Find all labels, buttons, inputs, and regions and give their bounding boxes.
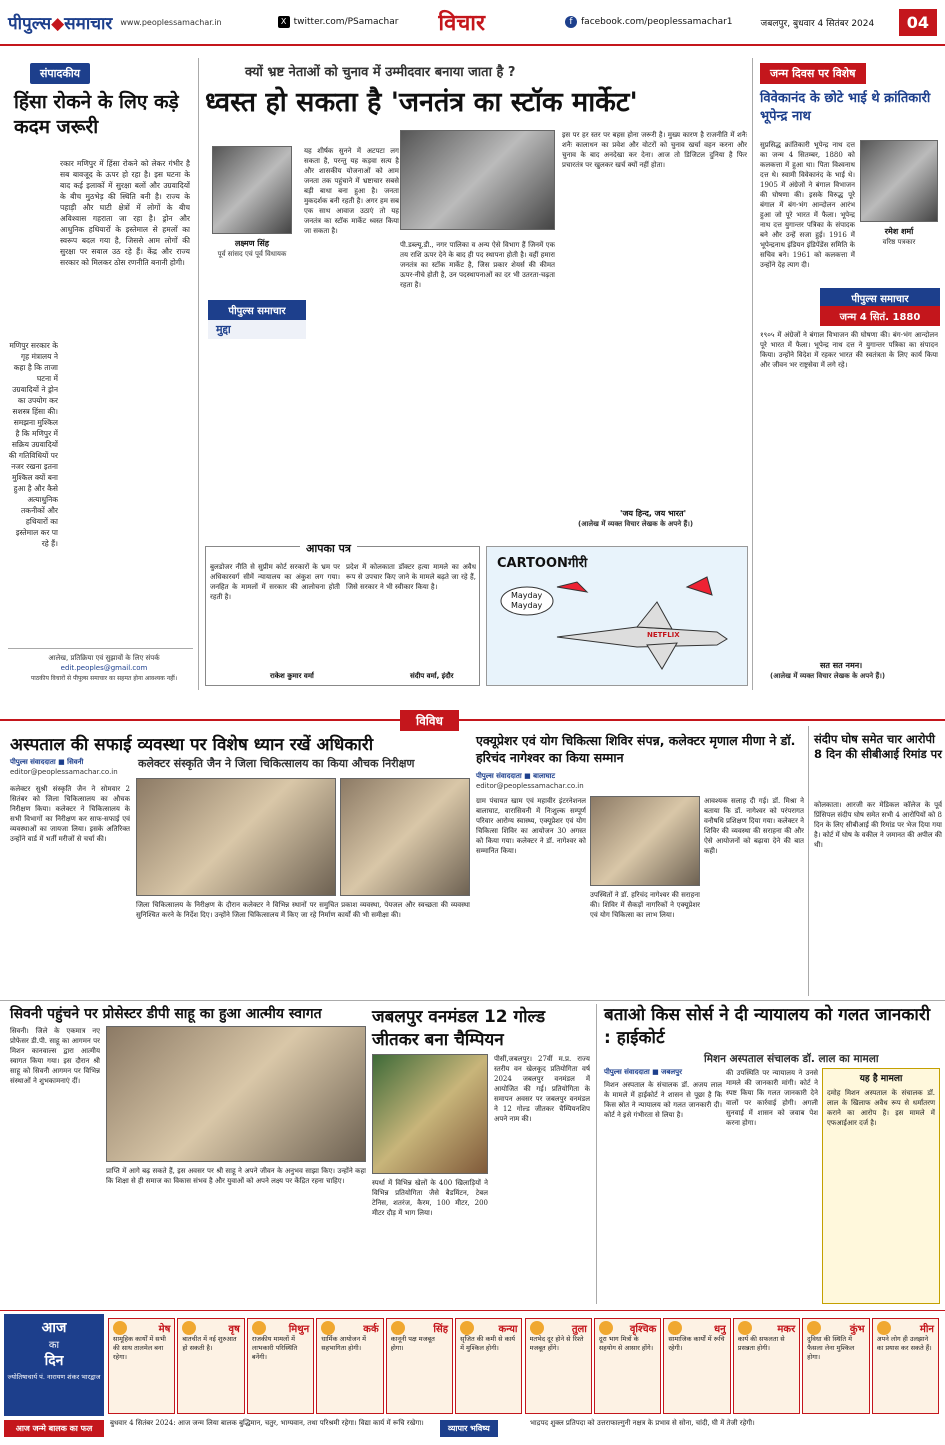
horoscope-sign-card (177, 1318, 244, 1414)
twitter-link[interactable] (278, 16, 399, 28)
market-note: भाद्रपद शुक्ल प्रतिपदा को उत्तराफाल्गुनी नक्षत्र के प्रभाव से सोना, चांदी, घी में तेजी रहेगी। (530, 1419, 755, 1427)
story1-byline: पीपुल्स संवाददाता ■ सिवनी (10, 758, 84, 766)
birthday-date: जन्म 4 सितं. 1880 (820, 306, 940, 326)
horoscope-sign-text: बातचीत में नई शुरुआत हो सकती है। (182, 1335, 237, 1352)
zodiac-icon (599, 1321, 613, 1335)
horoscope-sign-name: मिथुन (288, 1324, 310, 1335)
horoscope-title-c: दिन (44, 1353, 64, 1369)
facebook-icon: f (565, 16, 577, 28)
horoscope-sign-name: मकर (777, 1324, 796, 1335)
author-name: लक्ष्मण सिंह (234, 239, 270, 248)
zodiac-icon (391, 1321, 405, 1335)
story4-body: सिवनी। जिले के एकमात्र नए प्रोफेसर डी.पी. साहू का आगमन पर मिशन कानवाल्स द्वारा आत्मीय स्वागत किया गया। इस दौरान श्री साहू को सिवनी आगमन पर विभिन्न संस्थाओं ने शुभकामनाएं दीं। (10, 1027, 100, 1085)
horoscope-sign-card (455, 1318, 522, 1414)
story5-photo (372, 1054, 488, 1174)
birthday-closing: सत सत नमन। (820, 661, 863, 670)
cartoon-balloon-b: Mayday (511, 601, 543, 610)
horoscope-sign-name: मीन (919, 1324, 934, 1335)
x-icon: X (278, 16, 290, 28)
birthday-title: विवेकानंद के छोटे भाई थे क्रांतिकारी भूपेन्द्र नाथ (760, 91, 931, 124)
zodiac-icon (182, 1321, 196, 1335)
lead-note: (आलेख में व्यक्त विचार लेखक के अपने हैं।) (578, 520, 694, 528)
story1-body-cont: जिला चिकित्सालय के निरीक्षण के दौरान कलेक्टर ने विभिन्न स्थानों पर समुचित प्रकाश व्यवस्था, पेयजल और स्वच्छता की व्यवस्था सुनिश्चित करने के निर्देश दिए। उन्होंने जिला चिकित्सालय में किए जा रहे निर्माण कार्यों की भी समीक्षा की। (136, 901, 470, 919)
zodiac-icon (807, 1321, 821, 1335)
dateline: जबलपुर, बुधवार 4 सितंबर 2024 (760, 18, 875, 29)
story5-body: पीसीं,जबलपुर। 27वीं म.प्र. राज्य स्तरीय वन खेलकूद प्रतियोगिता वर्ष 2024 जबलपुर वनमंडल में आयोजित की गई। प्रतियोगिता के समापन अवसर पर जबलपुर वनमंडल ने 12 गोल्ड जीतकर चैम्पियनशिप अपने नाम की। (494, 1055, 590, 1123)
horoscope-sign-text: दूरा भाग मित्रों के सहयोग से आसार होंगे। (598, 1335, 654, 1352)
lead-illustration (400, 130, 555, 230)
editorial-footer-a: आलेख, प्रतिक्रिया एवं सुझावों के लिए संपर्क (48, 654, 160, 662)
horoscope-today-note: बुधवार 4 सितंबर 2024: आज जन्म लिया बालक बुद्धिमान, चतुर, भाग्यवान, तथा परिश्रमी रहेगा। विद्या कार्य में रूचि रखेगा। (110, 1419, 424, 1427)
story1-photo-2 (340, 778, 470, 896)
brand-logo: पीपुल्स◆समाचार (8, 13, 113, 34)
letters-col-2: प्रदेश में कोलकाता डॉक्टर हत्या मामले का अवैध रूप से उपचार किए जाने के मामले बढ़ते जा रहे हैं, जिसे सरकार ने भी स्वीकार किया है। (346, 563, 476, 591)
birthday-author-name: रमेश शर्मा (884, 227, 914, 236)
horoscope-sign-name: कर्क (363, 1324, 379, 1335)
zodiac-icon (530, 1321, 544, 1335)
story6-box-body: दमोह मिशन अस्पताल के संचालक डॉ. लाल के खिलाफ अवैध रूप से धर्मांतरण कराने का आरोप है। इस मामले में एफआईआर दर्ज है। (827, 1089, 935, 1127)
horoscope-sign-card (594, 1318, 661, 1414)
story3-title: संदीप घोष समेत चार आरोपी 8 दिन की सीबीआई रिमांड पर (814, 732, 942, 761)
letters-sign-2: संदीप वर्मा, इंदौर (410, 672, 454, 680)
facebook-handle: facebook.com/peoplessamachar1 (581, 17, 733, 27)
editorial-disclaimer: पाठकीय विचारों से पीपुल्स समाचार का सहमत होना आवश्यक नहीं। (30, 675, 178, 682)
zodiac-icon (877, 1321, 891, 1335)
story2-body: ग्राम पंचायत खाम एवं महावीर इंटरनेशनल बालाघाट, वारासिवनी में निःशुल्क सम्पूर्ण परिवार आरोग्य स्वास्थ्य, एक्यूप्रेशर एवं योग चिकित्सा शिविर का आयोजन 30 अगस्त को किया गया। कलेक्टर ने डॉ. नागेश्वर को सम्मानित किया। (476, 797, 586, 855)
horoscope-sign-name: वृष (228, 1324, 240, 1335)
editorial-email[interactable]: edit.peoples@gmail.com (60, 664, 148, 672)
story1-photo (136, 778, 336, 896)
zodiac-icon (321, 1321, 335, 1335)
editorial-tag: संपादकीय (30, 63, 90, 84)
cartoon-balloon-a: Mayday (511, 591, 543, 600)
site-link[interactable]: www.peoplessamachar.in (120, 17, 222, 27)
birthday-tag-wrap (760, 62, 866, 84)
cartoon-plane-label: NETFLIX (647, 631, 680, 639)
horoscope-sign-card (872, 1318, 939, 1414)
story2-title: एक्यूप्रेशर एवं योग चिकित्सा शिविर संपन्न, कलेक्टर मृणाल मीणा ने डॉ. हरिचंद नागेश्वर का किया सम्मान (476, 733, 796, 765)
story5-title: जबलपुर वनमंडल 12 गोल्ड जीतकर बना चैम्पियन (372, 1007, 546, 1050)
horoscope-sign-card (802, 1318, 869, 1414)
editorial-tag-wrap (30, 62, 90, 84)
story1-body: कलेक्टर सुश्री संस्कृति जैन ने सोमवार 2 सितंबर को जिला चिकित्सालय का औचक निरीक्षण किया। कलेक्टर ने चिकित्सालय के सभी विभागों का निरीक्षण कर साफ-सफाई एवं व्यवस्थाओं का जायजा लिया। इसके अतिरिक्त उन्होंने वार्ड में भर्ती मरीजों से चर्चा की। (10, 785, 130, 843)
horoscope-sign-name: वृश्चिक (629, 1324, 657, 1335)
lead-col-3: इस पर हर स्तर पर बहस होना जरूरी है। मुख्य कारण है राजनीति में शनैः शनैः कालाधन का प्रवेश और वोटरों को चुनाव खर्चा वहन करना और चुनाव के बाद अनदेखा कर देना। आज तो डिजिटल दुनिया है फिर प्रचारतंत्र पर खुलकर खर्च क्यों नहीं होता। (562, 131, 747, 169)
story1-title: अस्पताल की सफाई व्यवस्था पर विशेष ध्यान रखें अधिकारी (10, 735, 374, 755)
twitter-handle: twitter.com/PSamachar (293, 17, 399, 27)
cartoon-panel (486, 546, 748, 686)
story6-body-cont: की उपस्थिति पर न्यायालय ने उनसे मामले की जानकारी मांगी। कोर्ट ने स्पष्ट किया कि गलत जानकारी देने वालों पर कार्रवाई होगी। अगली सुनवाई में शासन को जवाब पेश करना होगा। (726, 1069, 818, 1127)
horoscope-sign-text: सृजित की कमी से कार्य में मुश्किल होगी। (460, 1335, 516, 1352)
horoscope-sign-card (247, 1318, 314, 1414)
author-role: पूर्व सांसद एवं पूर्व विधायक (217, 250, 287, 258)
story5-body-cont: स्पर्धा में विभिन्न खेलों के 400 खिलाड़ियों ने विभिन्न प्रतियोगिता जैसे बैडमिंटन, टेबल टेनिस, शतरंज, कैरम, 100 मीटर, 200 मीटर दौड़ में भाग लिया। (372, 1179, 488, 1217)
horoscope-sign-text: सामाजिक कार्यों में रूचि रहेगी। (668, 1335, 725, 1352)
story4-photo (106, 1026, 366, 1162)
horoscope-sign-text: सामूहिक कार्यों में सभी की साथ तालमेल बना रहेगा। (113, 1335, 166, 1361)
zodiac-icon (738, 1321, 752, 1335)
letters-col-1: बुलडोजर नीति से सुप्रीम कोर्ट सरकारों के भ्रम पर अधिकारवर्ग सीमें न्यायालय का अंकुश लग गया। जनहित के मामलों में सरकार की आलोचना होती रहती है। (210, 563, 340, 601)
zodiac-icon (460, 1321, 474, 1335)
story6-box (822, 1068, 940, 1304)
horoscope-footer: आज जन्मे बालक का फल (4, 1420, 104, 1437)
horoscope-sign-card (386, 1318, 453, 1414)
mudda-brand: पीपुल्स समाचार (208, 300, 306, 320)
story2-body-cont: उपस्थितों ने डॉ. हरिचंद नागेश्वर की सराहना की। शिविर में सैकड़ों नागरिकों ने एक्यूप्रेशर एवं योग चिकित्सा का लाभ लिया। (590, 891, 700, 919)
horoscope-sign-name: तुला (571, 1324, 587, 1335)
zodiac-icon (668, 1321, 682, 1335)
page-number: 04 (899, 9, 937, 36)
horoscope-sign-name: कुंभ (849, 1324, 865, 1335)
story2-byline: पीपुल्स संवाददाता ■ बालाघाट (476, 772, 555, 780)
author-photo (212, 146, 292, 234)
birthday-author-role: वरिष्ठ पत्रकार (882, 238, 916, 246)
facebook-link[interactable] (565, 16, 733, 28)
story1-subtitle: कलेक्टर संस्कृति जैन ने जिला चिकित्सालय का किया औचक निरीक्षण (138, 757, 415, 770)
horoscope-sign-card (663, 1318, 730, 1414)
horoscope-sign-text: दुविधा की स्थिति में फैसला लेना मुश्किल होगा। (807, 1335, 855, 1361)
letters-tag: आपका पत्र (300, 541, 357, 556)
story4-body-cont: प्राप्ति में आगे बढ़ सकते हैं, इस अवसर पर श्री साहू ने अपने जीवन के अनुभव साझा किए। उन्होंने कहा कि शिक्षा से ही समाज का विकास संभव है और युवाओं को अपने लक्ष्य पर केंद्रित रहना चाहिए। (106, 1167, 366, 1185)
birthday-brand: पीपुल्स समाचार (820, 288, 940, 308)
horoscope-sign-text: अपने लोग ही उलझाने का प्रयास कर सकते हैं। (876, 1335, 932, 1352)
horoscope-sign-text: कानूनी पक्ष मजबूत होगा। (390, 1335, 435, 1352)
story6-subtitle: मिशन अस्पताल संचालक डॉ. लाल का मामला (704, 1053, 879, 1065)
masthead (0, 0, 945, 46)
horoscope-header (4, 1314, 104, 1416)
horoscope-sign-card (733, 1318, 800, 1414)
story4-title: सिवनी पहुंचने पर प्रोसेस्टर डीपी साहू का हुआ आत्मीय स्वागत (10, 1006, 322, 1022)
editorial-body: रकार मणिपुर में हिंसा रोकने को लेकर गंभीर है सब बावजूद के ऊपर हो रहा है। इस घटना के बाद कई इलाकों में सुरक्षा बलों और उग्रवादियों के बीच मुठभेड़ की स्थिति बनी है। राज्य के पहाड़ी और घाटी क्षेत्रों में लोगों के बीच अविश्वास गहराता जा रहा है। ड्रोन और आधुनिक हथियारों के इस्तेमाल से हमलों का स्वरूप बदल गया है, जिससे आम लोगों की सुरक्षा पर सवाल उठ रहे हैं। केंद्र और राज्य सरकार को मिलकर ठोस रणनीति बनानी होगी। (60, 159, 190, 267)
cartoon-title: CARTOONगीरी (497, 556, 588, 571)
editorial-title: हिंसा रोकने के लिए कड़े कदम जरूरी (14, 91, 179, 138)
story3-body: कोलकाता। आरजी कर मेडिकल कॉलेज के पूर्व प्रिंसिपल संदीप घोष समेत सभी 4 आरोपियों को 8 दिन के लिए सीबीआई की रिमांड पर भेज दिया गया है। कोर्ट में घोष के वकील ने जमानत की अपील की थी। (814, 801, 942, 849)
mudda-tag: मुद्दा (208, 320, 306, 339)
letters-sign-1: राकेश कुमार वर्मा (270, 672, 314, 680)
horoscope-sign-card (108, 1318, 175, 1414)
horoscope-sign-name: कन्या (498, 1324, 518, 1335)
story6-title: बताओ किस सोर्स ने दी न्यायालय को गलत जानकारी : हाईकोर्ट (604, 1005, 931, 1048)
story6-body: मिशन अस्पताल के संचालक डॉ. अजय लाल के मामले में हाईकोर्ट ने शासन से पूछा है कि किस स्रोत ने न्यायालय को गलत जानकारी दी। कोर्ट ने इसे गंभीरता से लिया है। (604, 1081, 722, 1119)
birthday-note: (आलेख में व्यक्त विचार लेखक के अपने हैं।) (770, 672, 886, 680)
lead-col-1: यह शीर्षक सुनने में अटपटा लग सकता है, परन्तु यह कड़वा सत्य है और शासकीय योजनाओं को आम जनता तक पहुंचाने में भ्रष्टाचार सबसे बड़ी बाधा बना हुआ है। जनता मुकदर्शक बनी रहती है। अगर हम सब एक साथ आवाज उठाएं तो यह जनतंत्र का स्टॉक मार्केट ध्वस्त किया जा सकता है। (304, 147, 399, 235)
horoscope-sign-text: कार्य की सफलता से प्रसन्नता होगी। (737, 1335, 785, 1352)
market-tag: व्यापार भविष्य (440, 1420, 498, 1437)
story6-byline: पीपुल्स संवाददाता ■ जबलपुर (604, 1068, 682, 1076)
lead-kicker: क्यों भ्रष्ट नेताओं को चुनाव में उम्मीदवार बनाया जाता है ? (245, 65, 516, 80)
horoscope-sign-text: धार्मिक आयोजन में सहभागिता होगी। (321, 1335, 367, 1352)
horoscope-astrologer: ज्योतिषाचार्य पं. नारायण शंकर भारद्वाज (7, 1373, 101, 1381)
zodiac-icon (252, 1321, 266, 1335)
story2-photo (590, 796, 700, 886)
story2-email[interactable]: editor@peoplessamachar.co.in (476, 782, 584, 790)
horoscope-title-a: आज (41, 1320, 67, 1336)
birthday-author-photo (860, 140, 938, 222)
lead-closing: 'जय हिन्द, जय भारत' (620, 509, 687, 518)
birthday-tag: जन्म दिवस पर विशेष (760, 63, 866, 84)
birthday-body-cont: १९०५ में अंग्रेजों ने बंगाल विभाजन की घोषणा की। बंग-भंग आन्दोलन पूरे भारत में फैला। भूपेन्द्र नाथ दत्त ने युगान्तर पत्रिका का संपादन किया। उन्होंने विदेश में रहकर भारत की स्वतंत्रता के लिए कार्य किया और जीवन भर राष्ट्रसेवा में लगे रहे। (760, 331, 938, 369)
horoscope-sign-name: मेष (158, 1324, 171, 1335)
horoscope-sign-name: सिंह (433, 1324, 449, 1335)
story2-body-col3: आवश्यक सलाह दी गई। डॉ. मिश्रा ने बताया कि डॉ. नागेश्वर को परंपरागत वनौषधि प्रशिक्षण दिया गया। कलेक्टर ने शिविर की व्यवस्था की सराहना की और ऐसे आयोजनों को बढ़ावा देने की बात कही। (704, 797, 804, 855)
zodiac-icon (113, 1321, 127, 1335)
horoscope-sign-text: मतभेद दूर होने से रिश्ते मजबूत होंगे। (529, 1335, 584, 1352)
birthday-body: सुप्रसिद्ध क्रांतिकारी भूपेन्द्र नाथ दत्त का जन्म 4 सितम्बर, 1880 को कलकत्ता में हुआ था। पिता विश्वनाथ दत्त थे। स्वामी विवेकानंद के भाई थे। 1905 में अंग्रेजों ने बंगाल विभाजन की घोषणा की। इसके विरुद्ध पूरे बंगाल में बंग-भंग आन्दोलन आरंभ हुआ जो पूरे भारत में फैला। भूपेन्द्र नाथ दत्त युगान्तर पत्रिका के संपादक बने और उन्हें सजा हुई। 1916 में भूपेन्द्रनाथ इंडियन इंडिपेंडेंस समिति के सचिव बने। 1961 को कलकत्ता में उन्होंने देह त्याग दी। (760, 141, 855, 269)
lead-title: ध्वस्त हो सकता है 'जनतंत्र का स्टॉक मार्केट' (205, 87, 638, 118)
horoscope-sign-name: धनु (714, 1324, 726, 1335)
horoscope-sign-card (316, 1318, 383, 1414)
section-title: विचार (438, 11, 486, 36)
editorial-side-note: मणिपुर सरकार के गृह मंत्रालय ने कहा है कि ताजा घटना में उग्रवादियों ने ड्रोन का उपयोग कर सशस्त्र हिंसा की। समझना मुश्किल है कि मणिपुर में सक्रिय उग्रवादियों की गतिविधियों पर नजर रखना इतना मुश्किल क्यों बना हुआ है और कैसे अत्याधुनिक तकनीकों और हथियारों का इस्तेमाल कर पा रहे हैं। (8, 341, 58, 548)
horoscope-sign-text: राजकीय मामलों में लाभकारी परिस्थिति बनेंगी। (251, 1335, 298, 1361)
horoscope-sign-card (525, 1318, 592, 1414)
cartoon-drawing (487, 547, 749, 687)
story6-box-title: यह है मामला (859, 1074, 903, 1084)
story1-email[interactable]: editor@peoplessamachar.co.in (10, 768, 118, 776)
lead-col-2: पी.डब्ल्यू.डी., नगर पालिका व अन्य ऐसे विभाग हैं जिनमें एक तय राशि ऊपर देने के बाद ही पद स्थापना होती है। वहीं हमारा जनतंत्र का स्टॉक मार्केट है, जिस प्रकार शेयर्स की कीमत ऊपर-नीचे होती है, उन पदस्थापनाओं का दर भी उतरता-चढ़ता रहता है। (400, 241, 555, 289)
horoscope-title-b: का (48, 1340, 60, 1351)
vividh-tag: विविध (400, 710, 459, 731)
